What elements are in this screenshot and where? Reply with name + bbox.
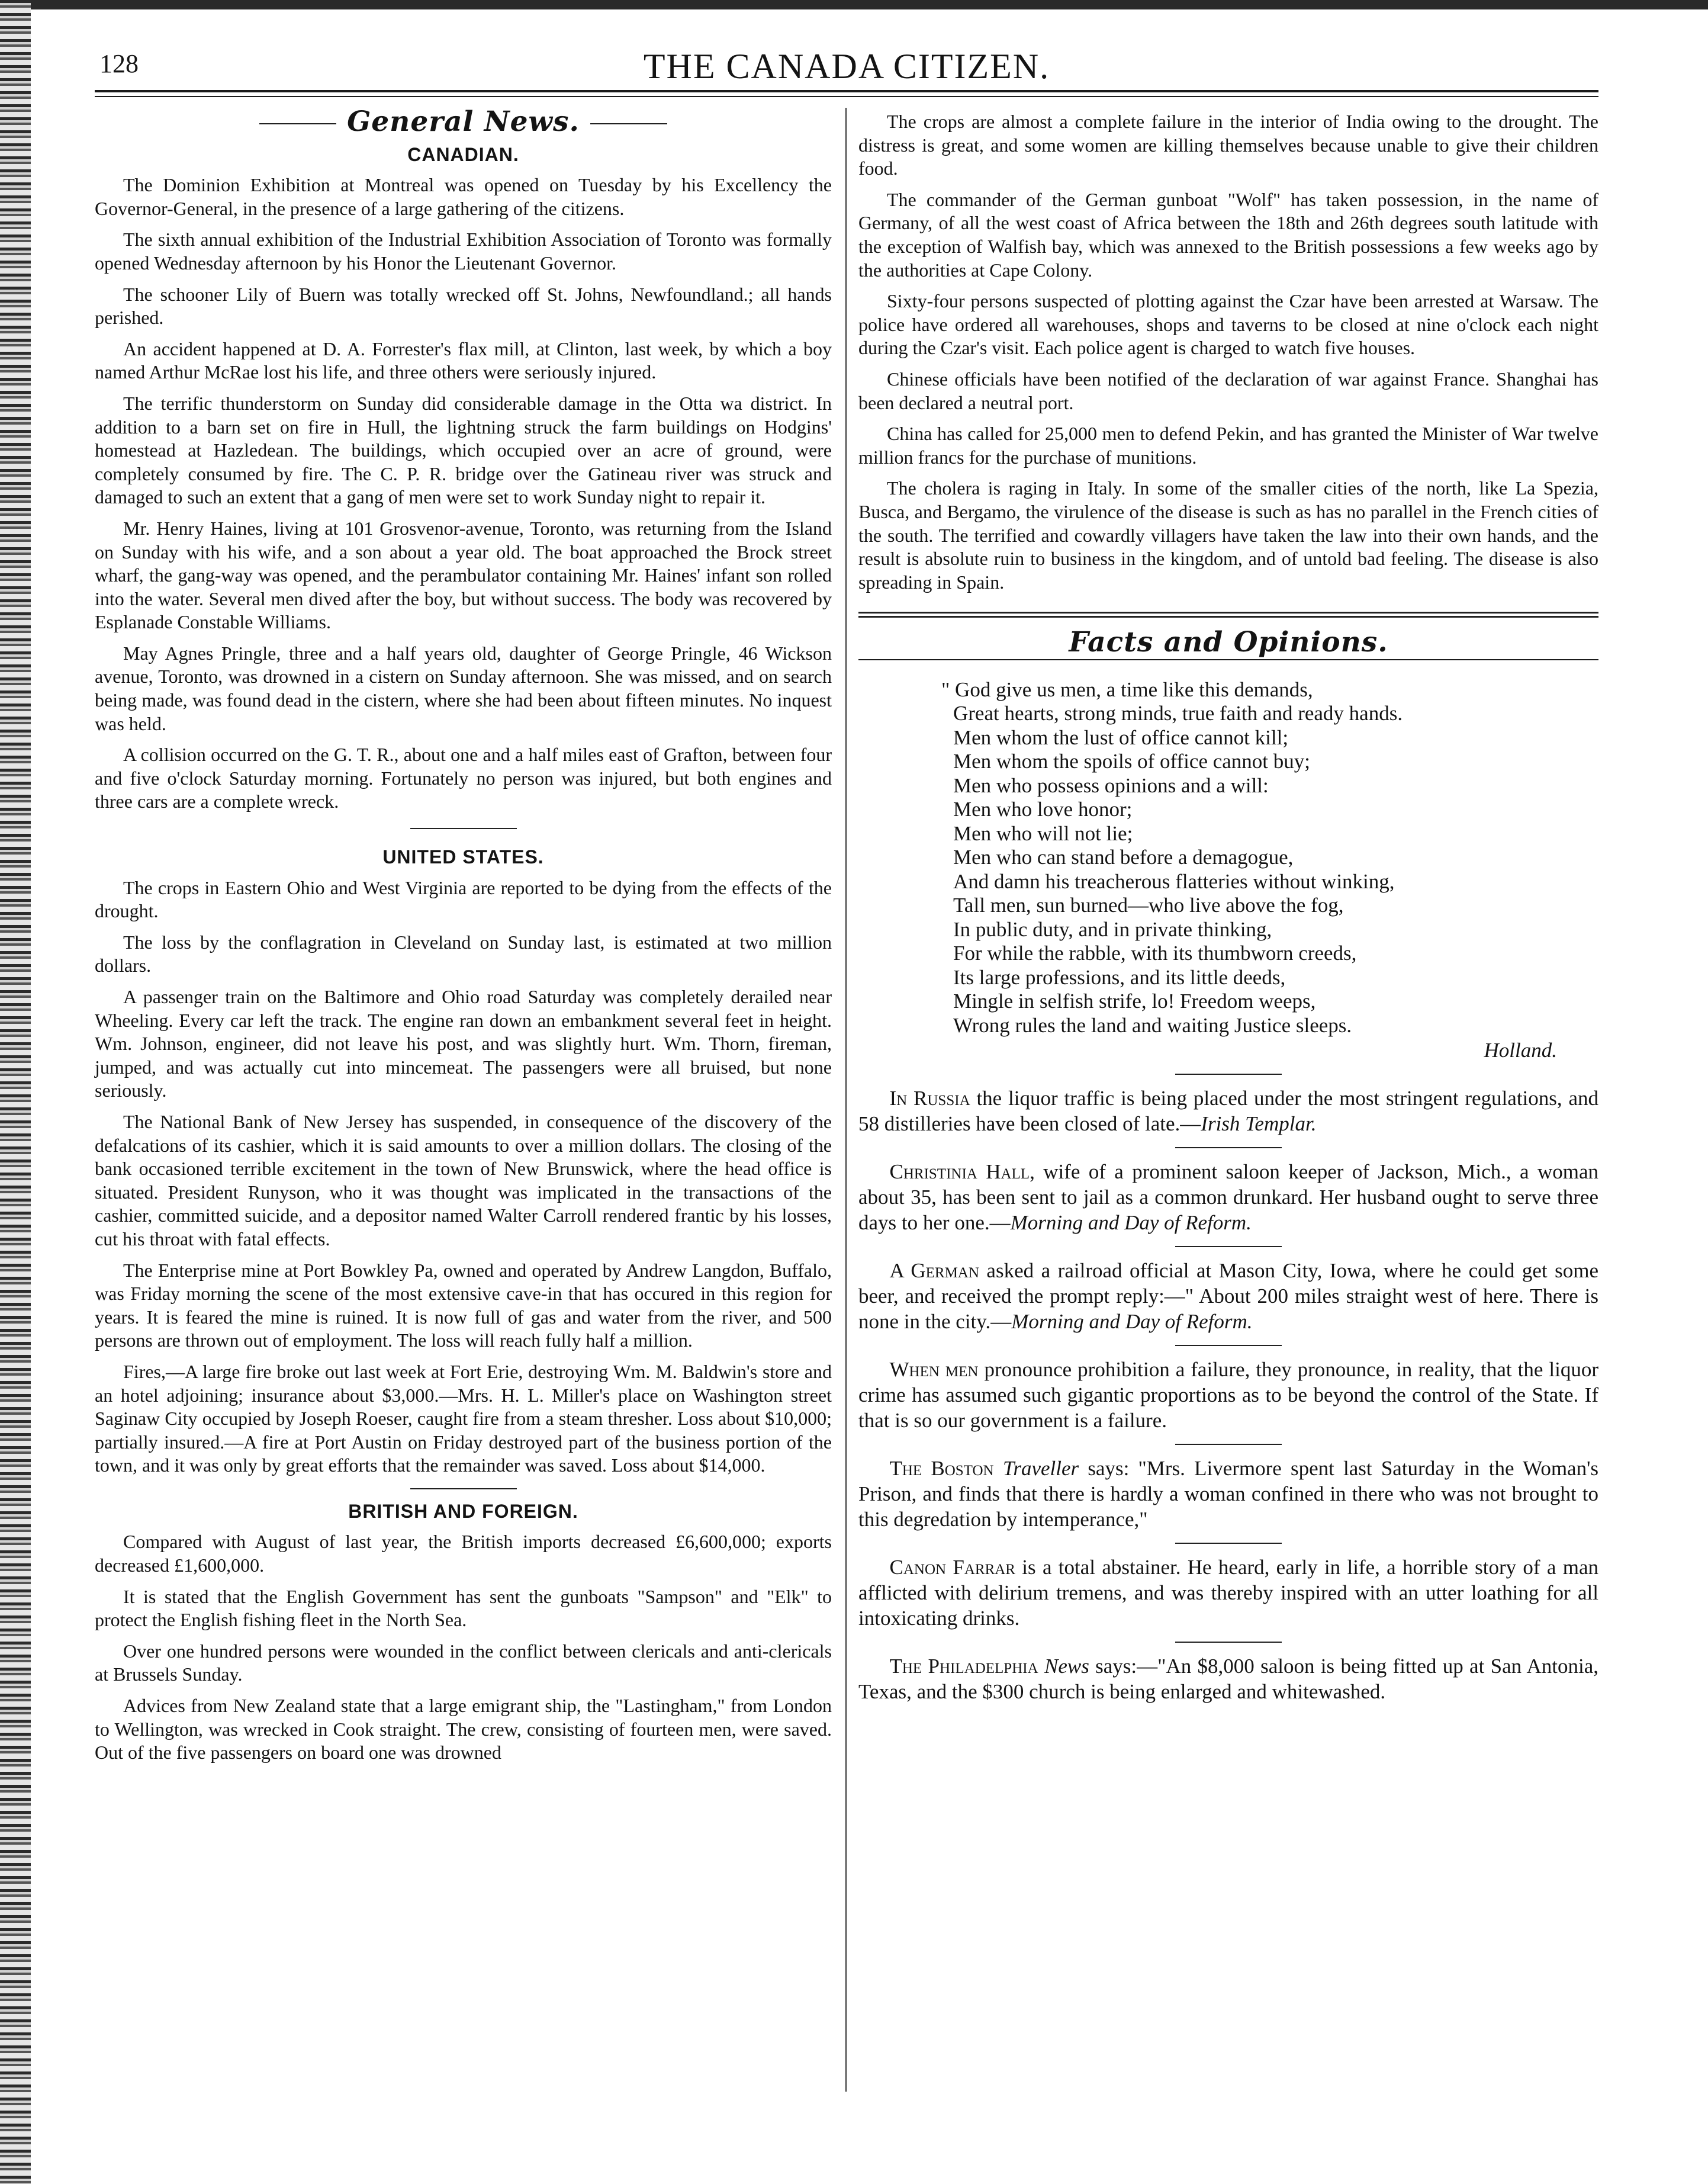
general-news-heading	[95, 105, 832, 138]
item-lead: A German	[889, 1259, 979, 1283]
news-paragraph: Compared with August of last year, the British imports decreased £6,600,000; exports decreased £1,600,000.	[95, 1531, 832, 1576]
page-header	[95, 46, 1598, 94]
poem-line: Tall men, sun burned—who live above the fog,	[953, 894, 1344, 917]
poem-line: In public duty, and in private thinking,	[953, 917, 1272, 941]
poem-line: Men whom the lust of office cannot kill;	[953, 725, 1289, 749]
right-column	[858, 110, 1598, 1704]
item-text: wife of a prominent saloon keeper of Jackson, Mich., a woman about 35, has been sent to jail as a common drunkard. Her husband ought to serve three days to her one.—	[858, 1160, 1598, 1235]
news-paragraph: The National Bank of New Jersey has suspended, in consequence of the discovery of the defalcations of its cashier, which it is said amounts to over a million dollars. The closing of the bank occasioned terrible excitement in the town of New Brunswick, where the head office is situated. President Runyson, who it was thought was implicated in the transactions of the cashier, committed suicide, and a depositor named Walter Carroll rendered frantic by his losses, cut his throat with fatal effects.	[95, 1110, 832, 1250]
left-column	[95, 105, 832, 1772]
facts-content	[858, 678, 1598, 1705]
poem-line: Men who can stand before a demagogue,	[953, 846, 1294, 869]
item-publication: Traveller	[1002, 1457, 1079, 1480]
news-paragraph: May Agnes Pringle, three and a half years old, daughter of George Pringle, 46 Wickson avenue, Toronto, was drowned in a cistern on Sunday afternoon. She was missed, and on search being made, was found dead in the cistern, where she had been about fifteen minutes. No inquest was held.	[95, 642, 832, 734]
item-lead: Canon Farrar	[889, 1556, 1015, 1579]
heading-rule-right	[590, 123, 667, 124]
item-text: asked a railroad official at Mason City, Iowa, where he could get some beer, and received the prompt reply:—" About 200 miles straight west of here. There is none in the city.—	[858, 1259, 1598, 1334]
united-states-heading: UNITED STATES.	[382, 846, 544, 868]
heading-rule-left	[259, 123, 336, 124]
item-divider	[1175, 1246, 1282, 1247]
newspaper-title: THE CANADA CITIZEN.	[643, 47, 1050, 86]
top-border	[0, 0, 1708, 9]
poem	[941, 677, 1598, 1038]
section-divider	[410, 1488, 517, 1489]
header-rule-thin	[95, 96, 1598, 97]
news-paragraph: The Enterprise mine at Port Bowkley Pa, owned and operated by Andrew Langdon, Buffalo, was Friday morning the scene of the most extensive cave-in that has occured in this region for years. It is feared the mine is ruined. It is now full of gas and water from the river, and 500 persons are thrown out of employment. The loss will reach fully half a million.	[95, 1259, 832, 1351]
item-divider	[1175, 1543, 1282, 1544]
item-text: says:—"An $8,000 saloon is being fitted up at San Antonia, Texas, and the $300 church is being enlarged and whitewashed.	[858, 1655, 1599, 1704]
news-paragraph: The schooner Lily of Buern was totally wrecked off St. Johns, Newfoundland.; all hands perished.	[95, 283, 832, 329]
news-paragraph: The Dominion Exhibition at Montreal was opened on Tuesday by his Excellency the Governor-General, in the presence of a large gathering of the citizens.	[95, 174, 832, 219]
section-divider	[410, 828, 517, 829]
section-double-rule	[858, 612, 1598, 618]
item-divider	[1175, 1147, 1282, 1148]
poem-line: " God give us men, a time like this demands,	[941, 677, 1313, 701]
item-divider	[1175, 1642, 1282, 1643]
poem-line: Wrong rules the land and waiting Justice sleeps.	[953, 1013, 1352, 1037]
column-divider	[845, 108, 847, 2092]
facts-item	[858, 1258, 1598, 1334]
facts-opinions-title: Facts and Opinions.	[1069, 626, 1388, 659]
page-number: 128	[99, 49, 139, 78]
item-text: says: "Mrs. Livermore spent last Saturday in the Woman's Prison, and finds that there is hardly a woman confined in there who was not brought to this degredation by intemperance,"	[858, 1457, 1599, 1531]
news-paragraph: The cholera is raging in Italy. In some of the smaller cities of the north, like La Spezia, Busca, and Bergamo, the virulence of the disease is such as has no parallel in the French cities of the south. The terrified and cowardly villagers have taken the law into their own hands, and the result is absolute ruin to business in the kingdom, and of untold bad feeling. The disease is also spreading in Spain.	[858, 477, 1598, 593]
poem-attribution: Holland.	[1484, 1039, 1557, 1062]
item-divider	[1175, 1444, 1282, 1445]
item-lead: The Boston	[889, 1457, 994, 1480]
news-paragraph: Fires,—A large fire broke out last week at Fort Erie, destroying Wm. M. Baldwin's store and an hotel adjoining; insurance about $3,000.—Mrs. H. L. Miller's place on Washington street Saginaw City occupied by Joseph Roeser, caught fire from a steam thresher. Loss about $10,000; partially insured.—A fire at Port Austin on Friday destroyed part of the business portion of the town, and it was only by great efforts that the remainder was saved. Loss about $14,000.	[95, 1360, 832, 1476]
facts-item	[858, 1555, 1598, 1631]
news-paragraph: An accident happened at D. A. Forrester's flax mill, at Clinton, last week, by which a boy named Arthur McRae lost his life, and three others were seriously injured.	[95, 338, 832, 383]
item-publication: News	[1044, 1655, 1089, 1678]
facts-item	[858, 1357, 1598, 1433]
poem-line: Men who possess opinions and a will:	[953, 773, 1269, 797]
facts-item	[858, 1159, 1598, 1235]
facts-item	[858, 1456, 1598, 1532]
news-paragraph: Sixty-four persons suspected of plotting against the Czar have been arrested at Warsaw. The police have ordered all warehouses, shops and taverns to be closed at nine o'clock each night during the Czar's visit. Each police agent is charged to watch five houses.	[858, 290, 1598, 359]
item-lead: Christinia Hall,	[889, 1160, 1035, 1184]
poem-line: Men who love honor;	[953, 798, 1133, 821]
news-paragraph: The terrific thunderstorm on Sunday did considerable damage in the Otta wa district. In addition to a barn set on fire in Hull, the lightning struck the farm buildings on Hodgins' homestead at Hazledean. The buildings, which occupied over an acre of ground, were completely consumed by fire. The C. P. R. bridge over the Gatineau river was struck and damaged to such an extent that a gang of men were set to work Sunday night to repair it.	[95, 392, 832, 508]
facts-heading-rule	[858, 659, 1598, 660]
item-text: is a total abstainer. He heard, early in life, a horrible story of a man afflicted with delirium tremens, and was thereby inspired with an utter loathing for all intoxicating drinks.	[858, 1556, 1598, 1630]
item-lead: The Philadelphia	[889, 1655, 1038, 1678]
scanned-page-edge	[0, 0, 31, 2184]
item-lead: In Russia	[889, 1087, 970, 1110]
header-rule-thick	[95, 90, 1598, 92]
news-paragraph: The crops in Eastern Ohio and West Virginia are reported to be dying from the effects of the drought.	[95, 876, 832, 922]
item-text: the liquor traffic is being placed under the most stringent regulations, and 58 distilleries have been closed of late.—	[858, 1087, 1598, 1136]
canadian-heading: CANADIAN.	[407, 143, 519, 165]
news-paragraph: Over one hundred persons were wounded in the conflict between clericals and anti-clericals at Brussels Sunday.	[95, 1640, 832, 1685]
news-paragraph: Advices from New Zealand state that a large emigrant ship, the "Lastingham," from London to Wellington, was wrecked in Cook straight. The crew, consisting of fourteen men, were saved. Out of the five passengers on board one was drowned	[95, 1695, 832, 1764]
item-text: pronounce prohibition a failure, they pronounce, in reality, that the liquor crime has assumed such gigantic proportions as to be beyond the control of the State. If that is so our government is a failure.	[858, 1358, 1598, 1433]
news-paragraph: The commander of the German gunboat "Wolf" has taken possession, in the name of Germany, of all the west coast of Africa between the 18th and 26th degrees south latitude with the exception of Walfish bay, which was annexed to the British possessions a few weeks ago by the authorities at Cape Colony.	[858, 188, 1598, 281]
poem-line: For while the rabble, with its thumbworn creeds,	[953, 942, 1357, 965]
facts-opinions-heading	[858, 626, 1598, 659]
news-paragraph: A collision occurred on the G. T. R., about one and a half miles east of Grafton, between four and five o'clock Saturday morning. Fortunately no person was injured, but both engines and three cars are a complete wreck.	[95, 744, 832, 812]
poem-line: Men who will not lie;	[953, 821, 1133, 845]
poem-line: And damn his treacherous flatteries without winking,	[953, 869, 1395, 893]
item-source: Morning and Day of Reform.	[1011, 1310, 1253, 1334]
news-paragraph: Mr. Henry Haines, living at 101 Grosvenor-avenue, Toronto, was returning from the Island on Sunday with his wife, and a son about a year old. The boat approached the Brock street wharf, the gang-way was opened, and the perambulator containing Mr. Haines' infant son rolled into the water. Several men dived after the boy, but without success. The body was recovered by Esplanade Constable Williams.	[95, 517, 832, 633]
item-text-before	[994, 1457, 1003, 1480]
british-foreign-heading: BRITISH AND FOREIGN.	[348, 1500, 578, 1522]
facts-item	[858, 1653, 1598, 1704]
item-divider	[1175, 1074, 1282, 1075]
poem-line: Its large professions, and its little deeds,	[953, 965, 1286, 989]
news-paragraph: Chinese officials have been notified of the declaration of war against France. Shanghai has been declared a neutral port.	[858, 368, 1598, 413]
item-lead: When men	[889, 1358, 979, 1382]
facts-item	[858, 1085, 1598, 1136]
poem-line: Great hearts, strong minds, true faith and ready hands.	[953, 702, 1403, 725]
item-source: Morning and Day of Reform.	[1010, 1211, 1252, 1235]
general-news-title: General News.	[347, 105, 580, 138]
poem-line: Men whom the spoils of office cannot buy;	[953, 750, 1310, 773]
news-paragraph: It is stated that the English Government has sent the gunboats "Sampson" and "Elk" to protect the English fishing fleet in the North Sea.	[95, 1585, 832, 1631]
news-paragraph: The crops are almost a complete failure in the interior of India owing to the drought. The distress is great, and some women are killing themselves because unable to give their children food.	[858, 111, 1598, 179]
item-divider	[1175, 1345, 1282, 1346]
news-paragraph: The sixth annual exhibition of the Industrial Exhibition Association of Toronto was formally opened Wednesday afternoon by his Honor the Lieutenant Governor.	[95, 229, 832, 274]
item-source: Irish Templar.	[1201, 1112, 1317, 1136]
news-paragraph: China has called for 25,000 men to defend Pekin, and has granted the Minister of War twelve million francs for the purchase of munitions.	[858, 423, 1598, 468]
news-paragraph: A passenger train on the Baltimore and Ohio road Saturday was completely derailed near Wheeling. Every car left the track. The engine ran down an embankment several feet in height. Wm. Johnson, engineer, did not leave his post, and was slightly hurt. Wm. Thorn, fireman, jumped, and was actually cut into mincemeat. The passengers were all bruised, but none seriously.	[95, 986, 832, 1101]
poem-line: Mingle in selfish strife, lo! Freedom weeps,	[953, 990, 1316, 1013]
news-paragraph: The loss by the conflagration in Cleveland on Sunday last, is estimated at two million dollars.	[95, 931, 832, 977]
